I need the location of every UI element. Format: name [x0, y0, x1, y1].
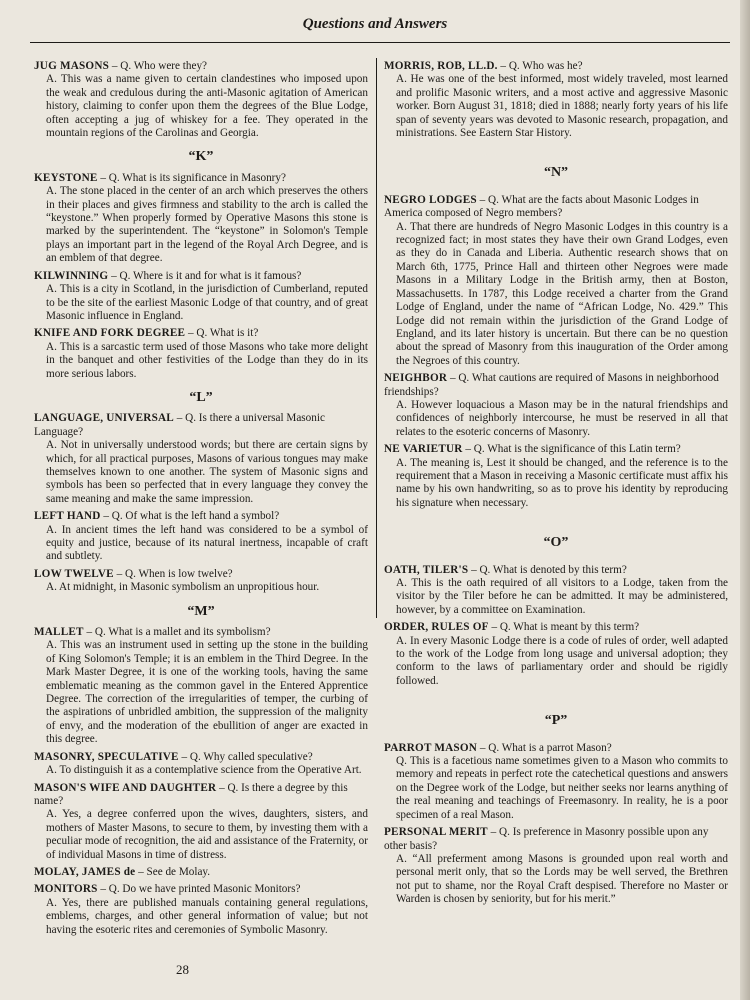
glossary-entry [384, 60, 728, 140]
glossary-entry [384, 194, 728, 368]
glossary-entry [34, 782, 368, 862]
page-number: 28 [176, 962, 189, 977]
glossary-entry [34, 751, 368, 778]
section-letter: “L” [189, 389, 213, 405]
glossary-entry [34, 412, 368, 506]
entry-term: LEFT HAND [34, 510, 101, 523]
entry-term: KEYSTONE [34, 171, 98, 184]
question-text: – Q. When is low twelve? [113, 567, 233, 580]
entry-question [34, 626, 368, 639]
question-text: – Q. Is there a degree by this name? [34, 781, 348, 807]
glossary-entry [384, 564, 728, 618]
right-column [384, 60, 728, 911]
entry-question [384, 443, 728, 456]
glossary-entry [34, 172, 368, 266]
entry-answer: A. “All preferment among Masons is grounded upon real worth and personal merit only, that so the Lords may be well served, the Brethren not put to shame, nor the Royal Craft despised. Therefore no Master or Warden is chosen by seniority, but for his merit.” [396, 852, 728, 906]
question-text: – Q. What is it? [185, 327, 259, 340]
entry-term: MONITORS [34, 883, 98, 896]
glossary-entry [384, 621, 728, 688]
entry-answer: A. However loquacious a Mason may be in the natural friendships and confidences of neighborly intercourse, he must be reserved in all that relates to the esoteric concerns of Masonry. [396, 398, 728, 438]
entry-answer: A. This is the oath required of all visitors to a Lodge, taken from the visitor by the Tiler before he can be admitted. It may be administered, however, by a committee on Examination. [396, 577, 728, 616]
question-text: – Q. Of what is the left hand a symbol? [100, 510, 280, 523]
question-text: – Q. Why called speculative? [178, 750, 313, 763]
entry-term: NE VARIETUR [384, 443, 463, 456]
entry-question [384, 60, 728, 73]
entry-term: NEIGHBOR [384, 372, 448, 385]
glossary-entry [384, 372, 728, 439]
question-text: – See de Molay. [135, 865, 211, 878]
entry-answer: A. In every Masonic Lodge there is a code of rules of order, well adapted to the work of the Lodge from long usage and universal adoption; they conform to the laws of parliamentary order and should be rigidly followed. [396, 634, 728, 687]
section-letter: “M” [187, 603, 215, 619]
entry-question [384, 621, 728, 634]
question-text: – Q. Is there a universal Masonic Language? [34, 412, 325, 438]
entry-term: KNIFE AND FORK DEGREE [34, 327, 186, 340]
entry-question [34, 568, 368, 581]
entry-term: MOLAY, JAMES de [34, 865, 136, 878]
entry-question [34, 883, 368, 896]
entry-question [34, 751, 368, 764]
entry-answer: A. Yes, there are published manuals containing general regulations, emblems, charges, and other general information of value; but not having the esoteric rites and ceremonies of Symbolic Masonry. [46, 896, 368, 936]
entry-question [34, 866, 368, 879]
question-text: – Q. What is a parrot Mason? [477, 741, 612, 754]
entry-term: KILWINNING [34, 269, 109, 282]
section-letter: “P” [544, 713, 568, 729]
section-letter: “K” [188, 149, 214, 165]
question-text: – Q. Who were they? [109, 60, 208, 72]
header-rule [30, 42, 730, 43]
page-edge-shadow [740, 0, 750, 1000]
entry-term: JUG MASONS [34, 60, 110, 72]
entry-answer: A. The stone placed in the center of an arch which preserves the others in their places and gives firmness and stability to the arch is called the “keystone.” When properly formed by Operative Masons this stone is marked by the superintendent. The “keystone” in Solomon's Temple plays an important part in the legend of the Royal Arch Degree, and is an emblem of that degree. [46, 185, 368, 265]
entry-question [34, 172, 368, 185]
entry-question [384, 194, 728, 221]
entry-term: MALLET [34, 626, 84, 639]
entry-answer: A. The meaning is, Lest it should be changed, and the reference is to the requirement that a Mason in receiving a Masonic certificate must affix his name by his own handwriting, so as to prove his identity by reproducing his signature when necessary. [396, 456, 728, 509]
entry-term: LANGUAGE, UNIVERSAL [34, 412, 174, 425]
entry-answer: A. This was a name given to certain clandestines who imposed upon the weak and credulous during the anti-Masonic agitation of American history, claiming to confer upon them the degrees of the Blue Lodge, often accepting a jug of whiskey for a fee. They operated in the mountain regions of the Carolinas and Georgia. [46, 73, 368, 140]
entry-question [384, 826, 728, 853]
entry-answer: A. This is a city in Scotland, in the jurisdiction of Cumberland, reputed to be the site of the earliest Masonic Lodge of that country, and of great Masonic influence in England. [46, 283, 368, 322]
entry-answer: A. Yes, a degree conferred upon the wives, daughters, sisters, and mothers of Master Masons, to secure to them, by investing them with a peculiar mode of recognition, the aid and assistance of the Fraternity, or of individual Masons in time of distress. [46, 808, 368, 861]
column-divider [376, 58, 377, 618]
entry-answer: A. At midnight, in Masonic symbolism an unpropitious hour. [46, 581, 320, 594]
entry-term: MASONRY, SPECULATIVE [34, 750, 179, 763]
question-text: – Q. What is the significance of this Latin term? [462, 443, 681, 456]
glossary-entry [34, 883, 368, 937]
entry-answer: Q. This is a facetious name sometimes given to a Mason who commits to memory and repeats in perfect rote the catechetical questions and answers on the Degree work of the Lodge, but neither seeks nor learns anything of the real meaning and teachings of Freemasonry. In reality, he is a poor specimen of a real Mason. [396, 755, 728, 821]
entry-answer: A. In ancient times the left hand was considered to be a symbol of equity and justice, because of its natural inertness, incapable of craft and subtlety. [46, 523, 368, 563]
entry-question [34, 782, 368, 809]
section-letter: “N” [543, 165, 569, 181]
entry-term: NEGRO LODGES [384, 193, 477, 206]
question-text: – Q. Who was he? [497, 60, 583, 72]
entry-question [34, 412, 368, 439]
glossary-entry [34, 866, 368, 879]
entry-question [34, 327, 368, 340]
entry-term: LOW TWELVE [34, 567, 114, 580]
question-text: – Q. Is preference in Masonry possible upon any other basis? [384, 826, 709, 852]
glossary-entry [384, 742, 728, 822]
glossary-entry [384, 826, 728, 906]
question-text: – Q. What is meant by this term? [488, 621, 640, 634]
question-text: – Q. What is a mallet and its symbolism? [83, 626, 271, 639]
glossary-entry [34, 60, 368, 140]
entry-answer: A. This was an instrument used in setting up the stone in the building of King Solomon's Temple; it is an emblem in the Third Degree. In the Mark Master Degree, it is one of the working tools, having the same emblematic meaning as the common gavel in the Entered Apprentice Degree. The correction of the irregularities of temper, the curbing of the aspirations of unbridled ambition, the suppression of the malignity of envy, and the moderation of the ebullition of anger are exacted in this degree. [46, 639, 368, 746]
running-head: Questions and Answers [302, 16, 448, 32]
entry-term: MORRIS, ROB, LL.D. [384, 60, 498, 72]
entry-question [34, 510, 368, 523]
entry-question [34, 270, 368, 283]
entry-answer: A. That there are hundreds of Negro Masonic Lodges in this country is a recognized fact; in most states they have their own Grand Lodges, even as they do in Canada and Liberia. Authentic research shows that on March 6th, 1775, Prince Hall and thirteen other Negroes were made Masons in a Military Lodge in the British army, then at Boston, Massachusetts. In 1787, this Lodge received a charter from the Grand Lodge of England, under the name of “African Lodge, No. 429.” This Lodge did not remain within the jurisdiction of the Grand Lodge of England, and its later history is uncertain. But there can be no question about the spread of Masonry from this inauguration of the Order among the Negroes of this country. [396, 220, 728, 367]
glossary-entry [34, 270, 368, 324]
left-column [34, 60, 368, 941]
entry-term: OATH, TILER'S [384, 563, 469, 576]
glossary-entry [34, 568, 368, 595]
entry-question [384, 742, 728, 755]
entry-answer: A. This is a sarcastic term used of those Masons who take more delight in the banquet and other festivities of the Lodge than they do in its more serious labors. [46, 340, 368, 380]
entry-term: ORDER, RULES OF [384, 621, 489, 634]
glossary-entry [384, 443, 728, 510]
entry-question [34, 60, 368, 73]
question-text: – Q. Do we have printed Masonic Monitors? [97, 883, 301, 896]
entry-answer: A. He was one of the best informed, most widely traveled, most learned and prolific Masonic writers, and a most active and aggressive Masonic worker. Born August 31, 1818; died in 1888; nearly forty years of his life span of seventy years was devoted to Masonic research, propagation, and ministrations. See Eastern Star History. [396, 73, 728, 140]
section-letter: “O” [543, 535, 569, 551]
entry-answer: A. Not in universally understood words; but there are certain signs by which, for all practical purposes, Masons of various tongues may make themselves known to one another. The system of Masonic signs and symbols has been so perfected that in every language they convey the same meaning and make the same impression. [46, 439, 368, 505]
question-text: – Q. What are the facts about Masonic Lodges in America composed of Negro members? [384, 193, 699, 220]
entry-question [384, 564, 728, 577]
glossary-entry [34, 626, 368, 747]
entry-question [384, 372, 728, 399]
glossary-entry [34, 327, 368, 381]
question-text: – Q. Where is it and for what is it famous? [108, 269, 302, 282]
entry-term: MASON'S WIFE AND DAUGHTER [34, 781, 217, 794]
question-text: – Q. What is denoted by this term? [468, 563, 627, 576]
question-text: – Q. What is its significance in Masonry? [97, 171, 286, 184]
entry-answer: A. To distinguish it as a contemplative science from the Operative Art. [46, 764, 362, 777]
entry-term: PERSONAL MERIT [384, 826, 488, 839]
question-text: – Q. What cautions are required of Masons in neighborhood friendships? [384, 372, 719, 398]
glossary-entry [34, 510, 368, 564]
entry-term: PARROT MASON [384, 741, 478, 754]
